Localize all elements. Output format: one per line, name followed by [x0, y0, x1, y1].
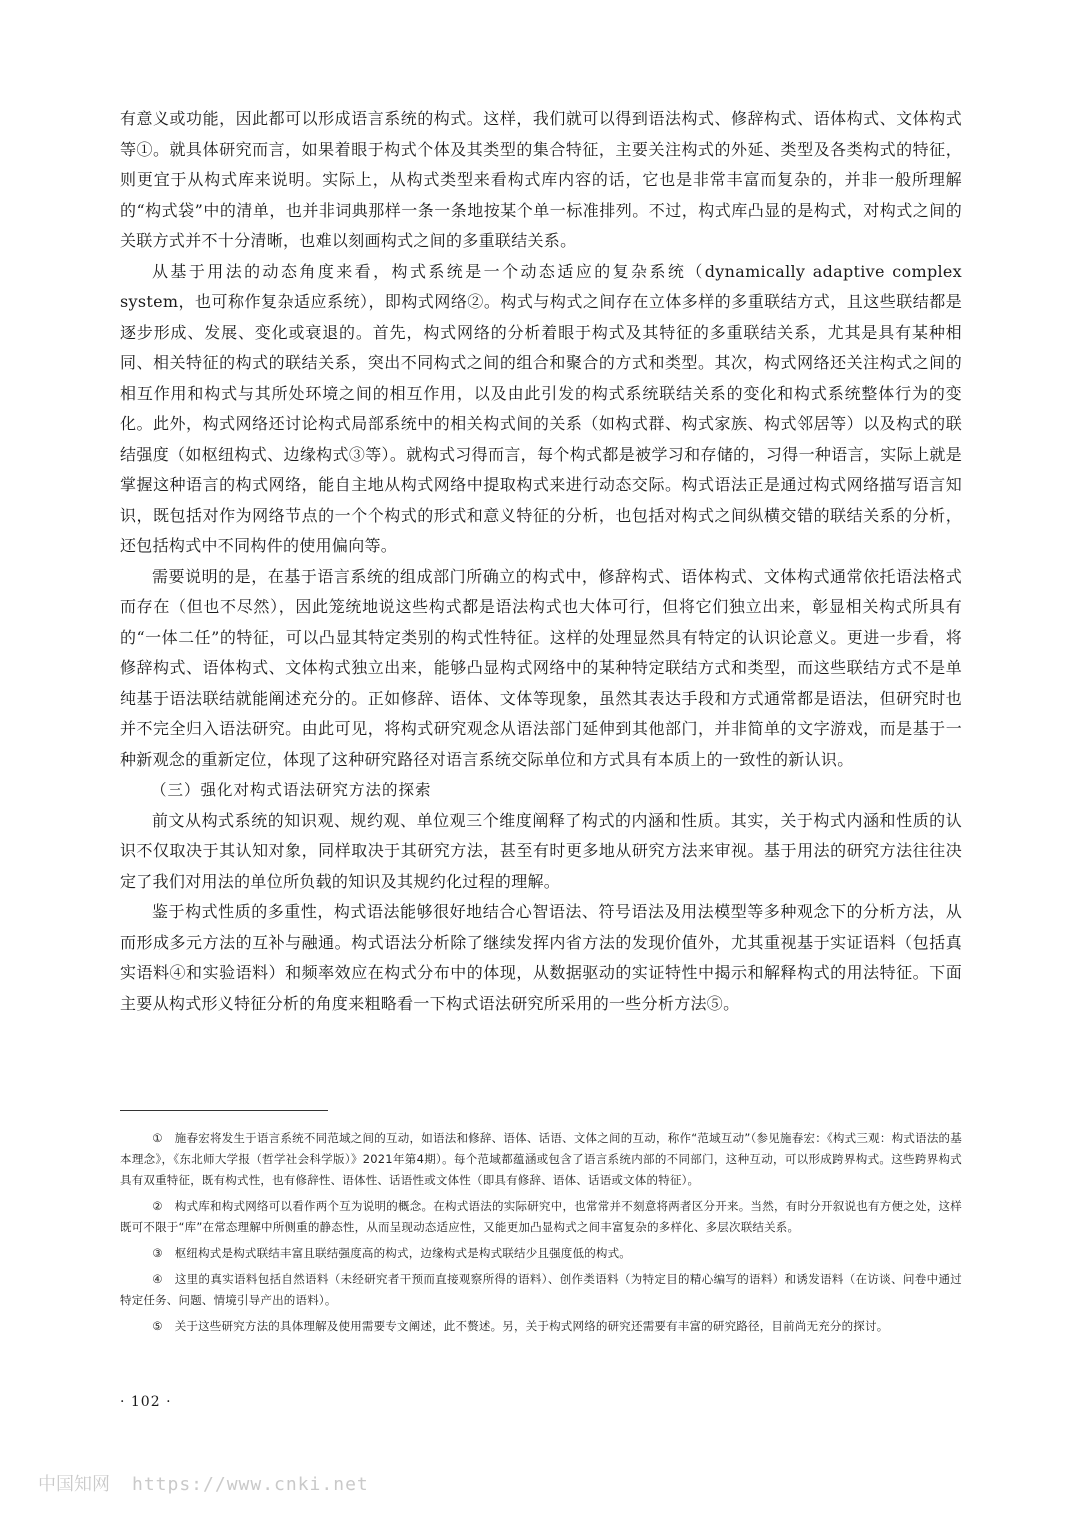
watermark [38, 1470, 369, 1496]
page-number: · 102 · [120, 1394, 172, 1410]
section-heading: （三）强化对构式语法研究方法的探索 [151, 781, 432, 799]
footnote-divider [120, 1110, 328, 1111]
footnote-4 [120, 1269, 962, 1311]
footnote-mark: ② [152, 1199, 163, 1213]
paragraph-5: 鉴于构式性质的多重性，构式语法能够很好地结合心智语法、符号语法及用法模型等多种观念下的分析方法，从而形成多元方法的互补与融通。构式语法分析除了继续发挥内省方法的发现价值外，尤其重视基于实证语料（包括真实语料④和实验语料）和频率效应在构式分布中的体现，从数据驱动的实证特性中揭示和解释构式的用法特征。下面主要从构式形义特征分析的角度来粗略看一下构式语法研究所采用的一些分析方法⑤。 [120, 902, 962, 1013]
paragraph-4: 前文从构式系统的知识观、规约观、单位观三个维度阐释了构式的内涵和性质。其实，关于构式内涵和性质的认识不仅取决于其认知对象，同样取决于其研究方法，甚至有时更多地从研究方法来审视。基于用法的研究方法往往决定了我们对用法的单位所负载的知识及其规约化过程的理解。 [120, 810, 962, 891]
footnote-5 [120, 1316, 962, 1337]
watermark-brand: 中国知网 [38, 1474, 110, 1495]
footnote-mark: ③ [152, 1246, 163, 1260]
paragraph-2: 从基于用法的动态角度来看，构式系统是一个动态适应的复杂系统（dynamically adaptive complex system，也可称作复杂适应系统），即构式网络②。构式与构式之间存在立体多样的多重联结方式，且这些联结都是逐步形成、发展、变化或衰退的。首先，构式网络的分析着眼于构式及其特征的多重联结关系，尤其是具有某种相同、相关特征的构式的联结关系，突出不同构式之间的组合和聚合的方式和类型。其次，构式网络还关注构式之间的相互作用和构式与其所处环境之间的相互作用，以及由此引发的构式系统联结关系的变化和构式系统整体行为的变化。此外，构式网络还讨论构式局部系统中的相关构式间的关系（如构式群、构式家族、构式邻居等）以及构式的联结强度（如枢纽构式、边缘构式③等）。就构式习得而言，每个构式都是被学习和存储的，习得一种语言，实际上就是掌握这种语言的构式网络，能自主地从构式网络中提取构式来进行动态交际。构式语法正是通过构式网络描写语言知识，既包括对作为网络节点的一个个构式的形式和意义特征的分析，也包括对构式之间纵横交错的联结关系的分析，还包括构式中不同构件的使用偏向等。 [120, 261, 962, 555]
footnote-text: 构式库和构式网络可以看作两个互为说明的概念。在构式语法的实际研究中，也常常并不刻意将两者区分开来。当然，有时分开叙说也有方便之处，这样既可不限于“库”在常态理解中所侧重的静态性，从而呈现动态适应性，又能更加凸显构式之间丰富复杂的多样化、多层次联结关系。 [120, 1199, 962, 1234]
footnote-text: 枢纽构式是构式联结丰富且联结强度高的构式，边缘构式是构式联结少且强度低的构式。 [174, 1246, 631, 1260]
paragraph-1: 有意义或功能，因此都可以形成语言系统的构式。这样，我们就可以得到语法构式、修辞构式、语体构式、文体构式等①。就具体研究而言，如果着眼于构式个体及其类型的集合特征，主要关注构式的外延、类型及各类构式的特征，则更宜于从构式库来说明。实际上，从构式类型来看构式库内容的话，它也是非常丰富而复杂的，并非一般所理解的“构式袋”中的清单，也并非词典那样一条一条地按某个单一标准排列。不过，构式库凸显的是构式，对构式之间的关联方式并不十分清晰，也难以刻画构式之间的多重联结关系。 [120, 109, 962, 250]
watermark-url: https://www.cnki.net [132, 1474, 369, 1495]
footnotes [120, 1128, 962, 1342]
paragraph-3: 需要说明的是，在基于语言系统的组成部门所确立的构式中，修辞构式、语体构式、文体构式通常依托语法格式而存在（但也不尽然），因此笼统地说这些构式都是语法构式也大体可行，但将它们独立出来，彰显相关构式所具有的“一体二任”的特征，可以凸显其特定类别的构式性特征。这样的处理显然具有特定的认识论意义。更进一步看，将修辞构式、语体构式、文体构式独立出来，能够凸显构式网络中的某种特定联结方式和类型，而这些联结方式不是单纯基于语法联结就能阐述充分的。正如修辞、语体、文体等现象，虽然其表达手段和方式通常都是语法，但研究时也并不完全归入语法研究。由此可见，将构式研究观念从语法部门延伸到其他部门，并非简单的文字游戏，而是基于一种新观念的重新定位，体现了这种研究路径对语言系统交际单位和方式具有本质上的一致性的新认识。 [120, 566, 962, 769]
footnote-3 [120, 1243, 962, 1264]
footnote-mark: ① [152, 1131, 163, 1145]
footnote-1 [120, 1128, 962, 1191]
footnote-text: 关于这些研究方法的具体理解及使用需要专文阐述，此不赘述。另，关于构式网络的研究还需要有丰富的研究路径，目前尚无充分的探讨。 [174, 1319, 889, 1333]
footnote-2 [120, 1196, 962, 1238]
main-text [120, 104, 962, 1019]
footnote-mark: ⑤ [152, 1319, 163, 1333]
footnote-text: 这里的真实语料包括自然语料（未经研究者干预而直接观察所得的语料）、创作类语料（为特定目的精心编写的语料）和诱发语料（在访谈、问卷中通过特定任务、问题、情境引导产出的语料）。 [120, 1272, 962, 1307]
footnote-text: 施春宏将发生于语言系统不同范域之间的互动，如语法和修辞、语体、话语、文体之间的互动，称作“范域互动”（参见施春宏：《构式三观：构式语法的基本理念》，《东北师大学报（哲学社会科学版）》2021年第4期）。每个范域都蕴涵或包含了语言系统内部的不同部门，这种互动，可以形成跨界构式。这些跨界构式具有双重特征，既有构式性，也有修辞性、语体性、话语性或文体性（即具有修辞、语体、话语或文体的特征）。 [120, 1131, 962, 1187]
footnote-mark: ④ [152, 1272, 163, 1286]
